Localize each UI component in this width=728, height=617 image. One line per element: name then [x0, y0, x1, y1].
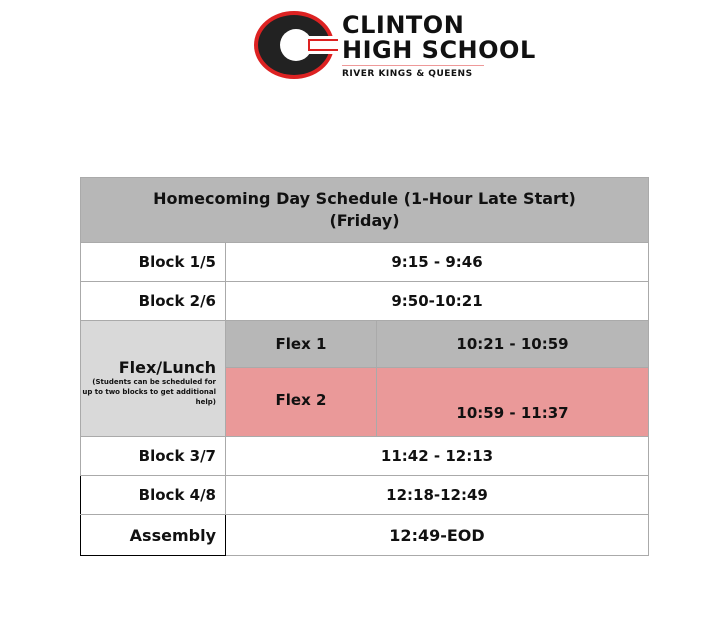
table-row [81, 243, 649, 282]
flex2-time: 10:59 - 11:37 [377, 368, 649, 437]
flex1-time: 10:21 - 10:59 [377, 321, 649, 368]
table-row [81, 437, 649, 476]
block-label: Block 3/7 [81, 437, 226, 476]
schedule-table [80, 177, 649, 556]
table-row [81, 282, 649, 321]
table-row [81, 515, 649, 556]
block-time: 9:50-10:21 [226, 282, 649, 321]
flex1-label: Flex 1 [226, 321, 377, 368]
block-time: 12:18-12:49 [226, 476, 649, 515]
table-row [81, 321, 649, 368]
block-label: Block 1/5 [81, 243, 226, 282]
block-label: Assembly [81, 515, 226, 556]
block-time: 11:42 - 12:13 [226, 437, 649, 476]
c-logo-icon [252, 9, 342, 81]
school-logo [252, 9, 552, 84]
block-label: Block 4/8 [81, 476, 226, 515]
schedule-title: Homecoming Day Schedule (1-Hour Late Start) (Friday) [81, 178, 649, 243]
block-label: Block 2/6 [81, 282, 226, 321]
block-time: 12:49-EOD [226, 515, 649, 556]
flex2-label: Flex 2 [226, 368, 377, 437]
flex-label: Flex/Lunch [118, 358, 216, 377]
logo-line2: HIGH SCHOOL [342, 36, 536, 64]
logo-line1: CLINTON [342, 11, 465, 39]
logo-tagline: RIVER KINGS & QUEENS [342, 69, 473, 79]
flex-note: (Students can be scheduled for up to two blocks to get additional help) [82, 378, 216, 406]
block-time: 9:15 - 9:46 [226, 243, 649, 282]
flex-lunch-cell [81, 321, 226, 437]
table-row [81, 476, 649, 515]
